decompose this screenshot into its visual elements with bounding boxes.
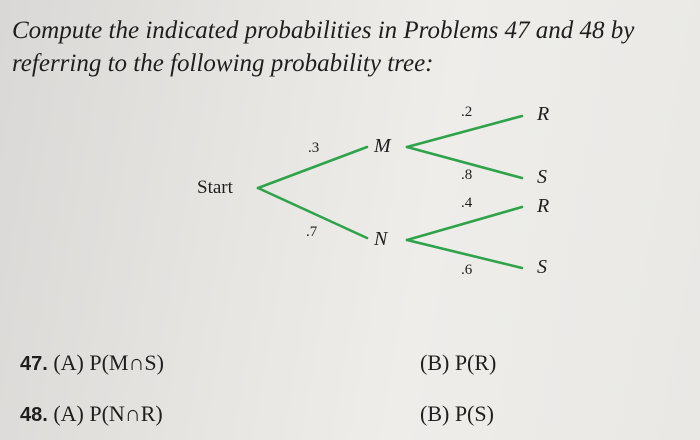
problem-47 bbox=[20, 350, 164, 376]
problem-47-number: 47. bbox=[20, 353, 48, 375]
prob-n-s: .6 bbox=[461, 262, 473, 278]
prob-m-r: .2 bbox=[461, 104, 473, 120]
outcome-m-r: R bbox=[537, 103, 550, 125]
problem-47-part-b: (B) P(R) bbox=[420, 350, 497, 375]
prob-n: .7 bbox=[306, 224, 318, 240]
problem-48-number: 48. bbox=[20, 404, 48, 426]
heading-line-2: referring to the following probability tree: bbox=[12, 50, 434, 77]
prob-m-s: .8 bbox=[461, 167, 473, 183]
prob-m: .3 bbox=[308, 140, 320, 156]
outcome-n-r: R bbox=[537, 195, 550, 217]
node-m: M bbox=[374, 135, 391, 157]
problem-48-part-a: (A) P(N∩R) bbox=[53, 401, 163, 426]
start-node: Start bbox=[197, 177, 233, 198]
prob-n-r: .4 bbox=[461, 195, 473, 211]
outcome-n-s: S bbox=[537, 256, 547, 278]
node-n: N bbox=[374, 228, 388, 250]
problem-47-part-a: (A) P(M∩S) bbox=[53, 350, 164, 375]
outcome-m-s: S bbox=[537, 166, 547, 188]
heading-line-1: Compute the indicated probabilities in Problems 47 and 48 by bbox=[12, 17, 635, 44]
problem-48 bbox=[20, 401, 163, 427]
problem-48-part-b: (B) P(S) bbox=[420, 401, 494, 426]
